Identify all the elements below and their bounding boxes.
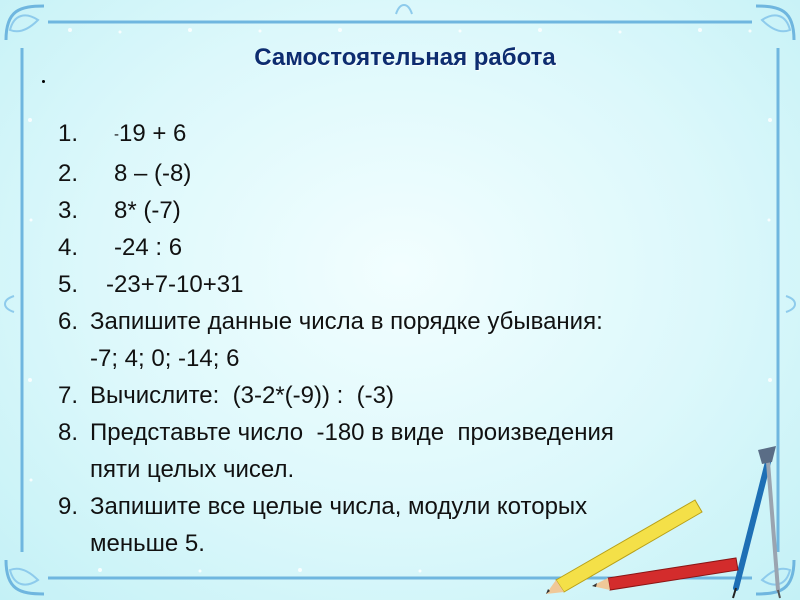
item-line-2: -7; 4; 0; -14; 6 (90, 345, 240, 372)
item-text (90, 303, 603, 377)
item-line-1: Запишите все целые числа, модули которых (90, 493, 588, 520)
item-number: 8. (58, 419, 79, 446)
list-item (58, 155, 778, 192)
item-expression: 19 + 6 (119, 120, 187, 147)
item-number: 7. (58, 382, 79, 409)
item-minus: - (114, 126, 119, 143)
item-text: 8 – (-8) (114, 160, 192, 187)
item-number: 3. (58, 197, 79, 224)
item-line-2: пяти целых чисел. (90, 456, 295, 483)
item-number: 5. (58, 271, 79, 298)
item-number: 9. (58, 493, 79, 520)
item-number: 1. (58, 120, 79, 147)
stationery-illustration (540, 440, 800, 600)
item-text: -23+7-10+31 (106, 271, 244, 298)
item-text (90, 488, 587, 562)
list-item (58, 192, 778, 229)
item-text: 8* (-7) (114, 197, 181, 224)
list-item (58, 266, 778, 303)
item-line-1: Представьте число -180 в виде произведения (90, 419, 614, 446)
item-number: 4. (58, 234, 79, 261)
item-number: 6. (58, 308, 79, 335)
item-line-2: меньше 5. (90, 530, 205, 557)
compass-icon (733, 446, 780, 598)
item-text: -24 : 6 (114, 234, 183, 261)
list-item (58, 303, 778, 377)
list-item (58, 377, 778, 414)
item-line-1: Запишите данные числа в порядке убывания: (90, 308, 603, 335)
item-text (88, 115, 186, 155)
slide-title: Самостоятельная работа (254, 44, 556, 71)
list-item (58, 229, 778, 266)
item-number: 2. (58, 160, 79, 187)
item-text (90, 414, 614, 488)
bullet-dot (42, 80, 45, 83)
list-item (58, 115, 778, 155)
item-text: Вычислите: (3-2*(-9)) : (-3) (90, 382, 394, 409)
